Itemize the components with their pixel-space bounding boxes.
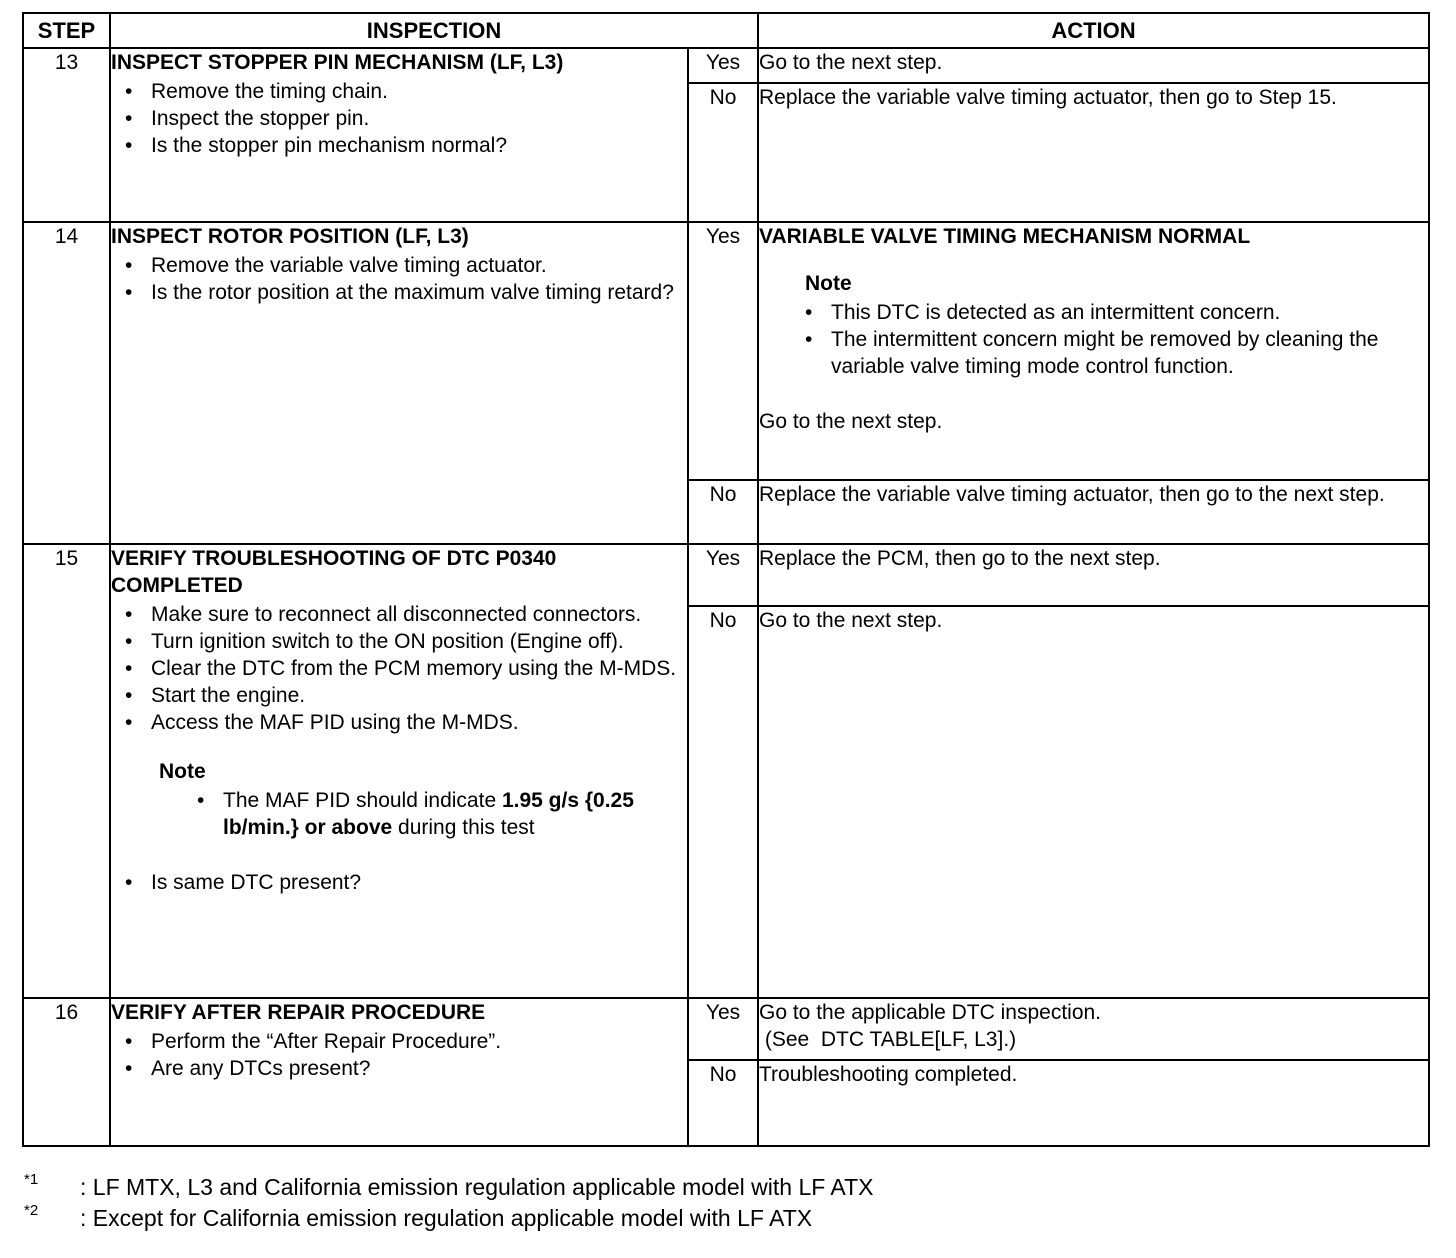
table-row (23, 48, 1429, 83)
step-number: 14 (23, 222, 110, 544)
header-action: ACTION (758, 13, 1429, 48)
list-item: • Is the stopper pin mechanism normal? (151, 132, 687, 159)
no-label: No (688, 480, 758, 544)
action-title: VARIABLE VALVE TIMING MECHANISM NORMAL (759, 225, 1251, 248)
step-number: 16 (23, 998, 110, 1146)
dtc-table-reference: (See DTC TABLE[LF, L3].) (759, 1028, 1017, 1051)
footnote (24, 1203, 873, 1234)
inspection-title: INSPECT ROTOR POSITION (LF, L3) (111, 225, 469, 248)
note-text: during this test (392, 816, 535, 839)
no-action: Replace the variable valve timing actuator, then go to the next step. (758, 480, 1429, 544)
list-item: • Is same DTC present? (151, 869, 687, 896)
inspection-title: VERIFY AFTER REPAIR PROCEDURE (111, 1001, 486, 1024)
note-bullets (759, 299, 1428, 380)
yes-label: Yes (688, 544, 758, 606)
yes-action-cell (758, 222, 1429, 480)
no-label: No (688, 83, 758, 222)
inspection-bullets (111, 1028, 687, 1082)
dtc-inspection-table (22, 12, 1430, 1147)
no-action: Go to the next step. (758, 606, 1429, 998)
step-number: 13 (23, 48, 110, 222)
yes-label: Yes (688, 48, 758, 83)
note-bullets (111, 787, 687, 841)
note-value: 1.95 g/s {0.25 lb/min.} or above (223, 789, 634, 839)
header-step: STEP (23, 13, 110, 48)
inspection-question (111, 869, 687, 896)
table-row (23, 544, 1429, 606)
inspection-cell (110, 998, 688, 1146)
list-item: • Inspect the stopper pin. (151, 105, 687, 132)
table-row (23, 222, 1429, 480)
inspection-cell (110, 544, 688, 998)
yes-action: Go to the next step. (759, 410, 943, 433)
inspection-title: VERIFY TROUBLESHOOTING OF DTC P0340 COMPLETED (111, 547, 557, 597)
yes-label: Yes (688, 998, 758, 1060)
yes-action: Go to the next step. (758, 48, 1429, 83)
list-item: • This DTC is detected as an intermittent concern. (831, 299, 1428, 326)
inspection-bullets (111, 78, 687, 159)
inspection-bullets (111, 601, 687, 736)
list-item: • Access the MAF PID using the M-MDS. (151, 709, 687, 736)
list-item: • Perform the “After Repair Procedure”. (151, 1028, 687, 1055)
no-label: No (688, 606, 758, 998)
yes-label: Yes (688, 222, 758, 480)
list-item: • Remove the timing chain. (151, 78, 687, 105)
list-item: • Are any DTCs present? (151, 1055, 687, 1082)
footnote-text: : Except for California emission regulation applicable model with LF ATX (80, 1205, 813, 1231)
list-item: • The intermittent concern might be removed by cleaning the variable valve timing mode control function. (831, 326, 1428, 380)
note-label: Note (159, 760, 206, 783)
inspection-cell (110, 222, 688, 544)
footnote (24, 1172, 873, 1203)
list-item: • Turn ignition switch to the ON position (Engine off). (151, 628, 687, 655)
inspection-bullets (111, 252, 687, 306)
footnote-mark: *1 (24, 1171, 39, 1188)
no-action: Replace the variable valve timing actuator, then go to Step 15. (758, 83, 1429, 222)
note-text: The MAF PID should indicate (223, 789, 502, 812)
list-item (223, 787, 687, 841)
step-number: 15 (23, 544, 110, 998)
list-item: • Start the engine. (151, 682, 687, 709)
no-action: Troubleshooting completed. (758, 1060, 1429, 1146)
list-item: • Clear the DTC from the PCM memory using the M-MDS. (151, 655, 687, 682)
footnote-mark: *2 (24, 1202, 39, 1219)
footnotes (24, 1172, 873, 1234)
yes-action: Go to the applicable DTC inspection. (759, 1001, 1102, 1024)
note-label: Note (805, 272, 852, 295)
inspection-cell (110, 48, 688, 222)
footnote-text: : LF MTX, L3 and California emission regulation applicable model with LF ATX (80, 1174, 874, 1200)
header-inspection: INSPECTION (110, 13, 758, 48)
list-item: • Is the rotor position at the maximum valve timing retard? (151, 279, 687, 306)
list-item: • Remove the variable valve timing actuator. (151, 252, 687, 279)
table-header-row (23, 13, 1429, 48)
inspection-title: INSPECT STOPPER PIN MECHANISM (LF, L3) (111, 51, 564, 74)
list-item: • Make sure to reconnect all disconnected connectors. (151, 601, 687, 628)
yes-action-cell (758, 998, 1429, 1060)
yes-action: Replace the PCM, then go to the next step. (758, 544, 1429, 606)
table-row (23, 998, 1429, 1060)
no-label: No (688, 1060, 758, 1146)
